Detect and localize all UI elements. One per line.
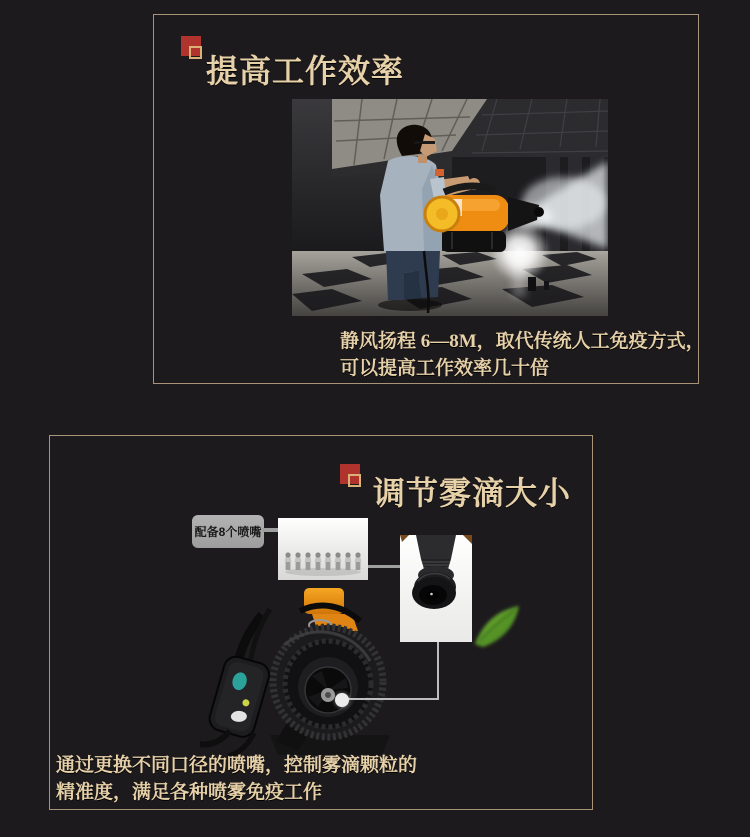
nozzles-panel-image — [278, 518, 368, 580]
fogger-machine-image — [200, 583, 390, 758]
section-mark-icon-2 — [340, 464, 370, 494]
connector-line — [368, 565, 400, 568]
efficiency-photo — [292, 99, 608, 316]
connector-line — [262, 528, 279, 532]
efficiency-caption-line2: 可以提高工作效率几十倍 — [340, 358, 550, 379]
section-title-droplet: 调节雾滴大小 — [373, 475, 572, 511]
outline-square-icon — [348, 474, 361, 487]
efficiency-caption-line1: 静风扬程 6—8M，取代传统人工免疫方式， — [340, 331, 705, 352]
efficiency-caption — [340, 328, 705, 382]
droplet-caption — [56, 752, 417, 806]
nozzle-closeup-image — [400, 535, 472, 642]
callout-line-vertical — [437, 642, 439, 700]
callout-dot — [335, 693, 349, 707]
droplet-caption-line1: 通过更换不同口径的喷嘴，控制雾滴颗粒的 — [56, 755, 418, 776]
droplet-caption-line2: 精准度，满足各种喷雾免疫工作 — [56, 782, 323, 803]
nozzle-count-label: 配备8个喷嘴 — [192, 515, 264, 548]
callout-line-horizontal — [342, 698, 438, 700]
outline-square-icon — [189, 46, 202, 59]
section-title-efficiency: 提高工作效率 — [206, 53, 405, 89]
leaf-decoration-icon — [471, 600, 523, 650]
